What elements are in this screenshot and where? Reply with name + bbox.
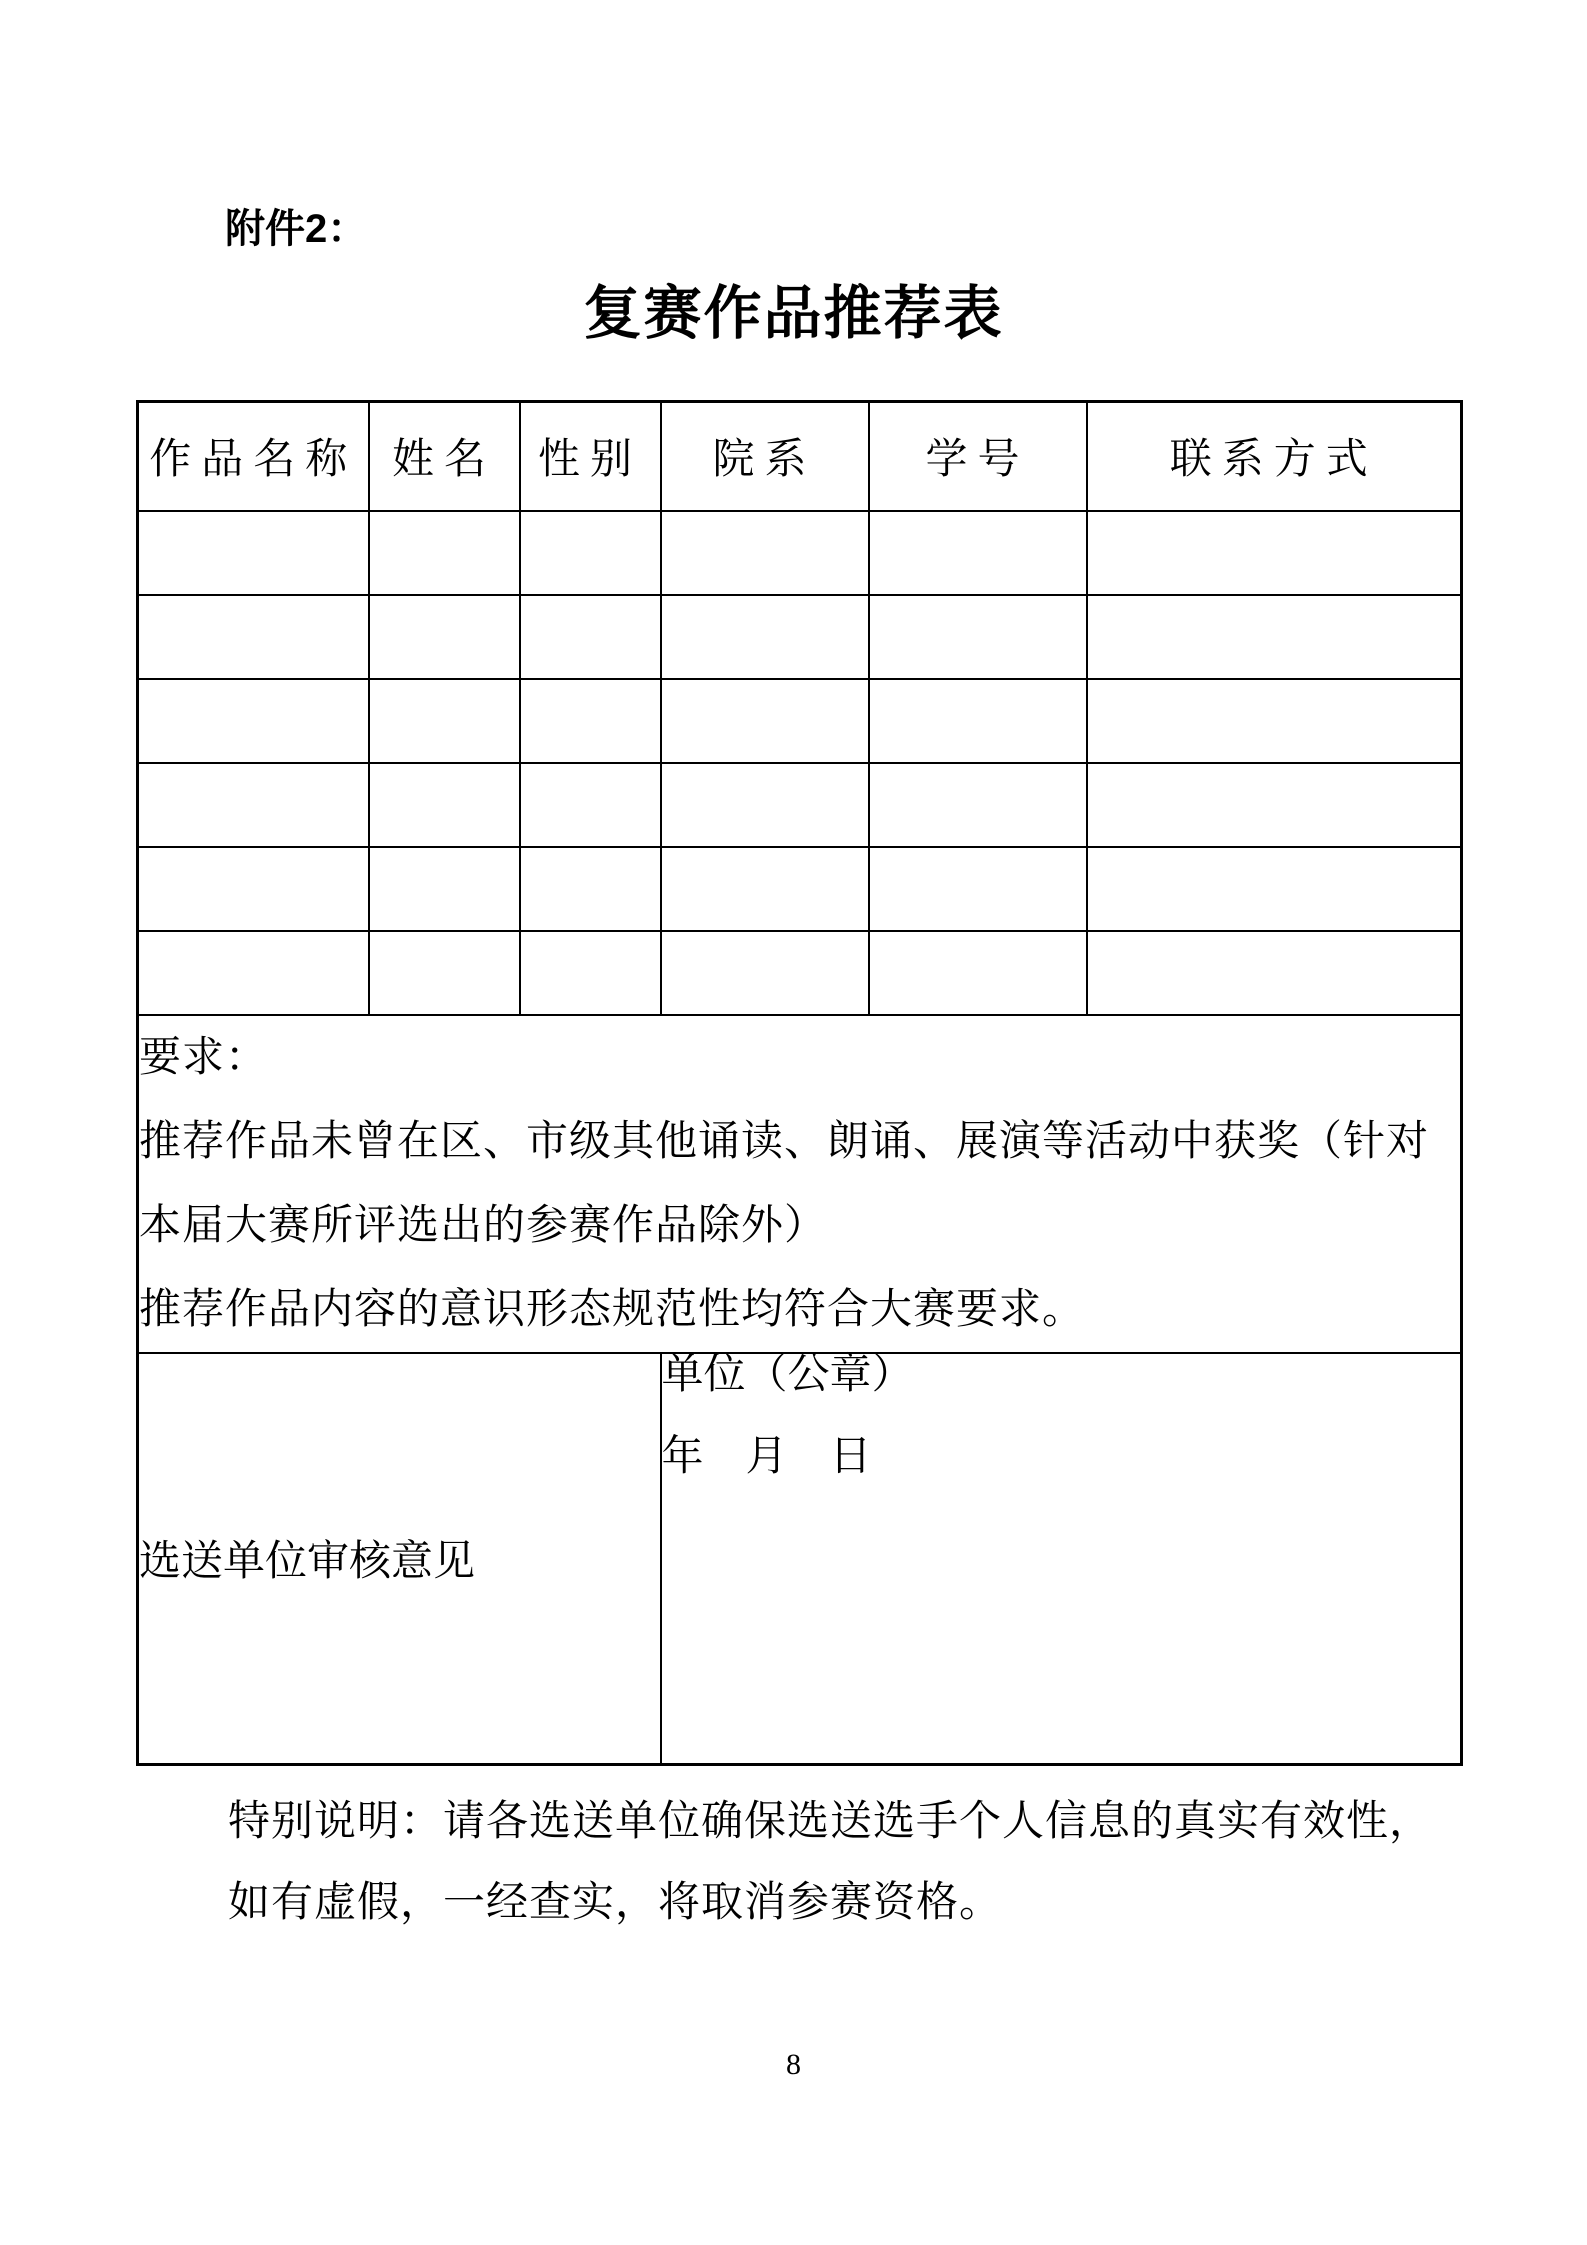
empty-cell: [138, 763, 369, 847]
empty-cell: [1087, 679, 1462, 763]
empty-cell: [138, 511, 369, 595]
empty-cell: [869, 931, 1087, 1015]
review-label-cell: [138, 1353, 661, 1765]
requirement-line: 推荐作品内容的意识形态规范性均符合大赛要求。: [139, 1286, 1086, 1333]
header-cell-student-id: 学号: [869, 402, 1087, 511]
empty-cell: [1087, 511, 1462, 595]
note-line: 如有虚假，一经查实，将取消参赛资格。: [228, 1880, 1003, 1926]
empty-cell: [1087, 763, 1462, 847]
empty-cell: [520, 511, 661, 595]
empty-cell: [520, 595, 661, 679]
empty-cell: [369, 763, 520, 847]
requirement-line: 本届大赛所评选出的参赛作品除外）: [139, 1202, 828, 1249]
empty-cell: [520, 847, 661, 931]
table-row: [138, 595, 1462, 679]
empty-cell: [1087, 931, 1462, 1015]
unit-seal-line: 单位（公章）: [661, 1351, 914, 1398]
header-cell-contact: 联系方式: [1087, 402, 1462, 511]
empty-cell: [369, 679, 520, 763]
requirements-heading: 要求：: [139, 1034, 269, 1081]
review-row: [138, 1353, 1462, 1765]
header-cell-name: 姓名: [369, 402, 520, 511]
empty-cell: [869, 511, 1087, 595]
table-row: [138, 763, 1462, 847]
empty-cell: [138, 931, 369, 1015]
page-number: 8: [786, 2048, 801, 2081]
empty-cell: [661, 679, 869, 763]
requirements-row: [138, 1015, 1462, 1353]
empty-cell: [369, 847, 520, 931]
recommendation-table: [136, 400, 1463, 1766]
empty-cell: [138, 595, 369, 679]
requirements-section: [138, 1015, 1462, 1353]
table-row: [138, 847, 1462, 931]
page-title: 复赛作品推荐表: [583, 281, 1004, 346]
empty-cell: [661, 847, 869, 931]
empty-cell: [661, 763, 869, 847]
header-cell-work-title: 作品名称: [138, 402, 369, 511]
empty-cell: [520, 679, 661, 763]
table-header-row: [138, 402, 1462, 511]
empty-cell: [369, 931, 520, 1015]
special-note: [228, 1782, 1468, 1944]
empty-cell: [661, 511, 869, 595]
empty-cell: [661, 595, 869, 679]
table-row: [138, 931, 1462, 1015]
empty-cell: [138, 847, 369, 931]
empty-cell: [520, 763, 661, 847]
empty-cell: [869, 595, 1087, 679]
header-cell-gender: 性别: [520, 402, 661, 511]
review-signature-cell: [661, 1353, 1462, 1765]
header-cell-department: 院系: [661, 402, 869, 511]
table-row: [138, 511, 1462, 595]
empty-cell: [369, 595, 520, 679]
note-line: 特别说明：请各选送单位确保选送选手个人信息的真实有效性，: [228, 1799, 1433, 1845]
requirement-line: 推荐作品未曾在区、市级其他诵读、朗诵、展演等活动中获奖（针对: [139, 1118, 1430, 1165]
date-line: 年 月 日: [661, 1433, 872, 1480]
empty-cell: [1087, 847, 1462, 931]
empty-cell: [138, 679, 369, 763]
table-row: [138, 679, 1462, 763]
empty-cell: [661, 931, 869, 1015]
empty-cell: [369, 511, 520, 595]
empty-cell: [520, 931, 661, 1015]
attachment-label: 附件2：: [225, 207, 368, 251]
empty-cell: [869, 763, 1087, 847]
empty-cell: [869, 847, 1087, 931]
empty-cell: [869, 679, 1087, 763]
review-label: 选送单位审核意见: [139, 1539, 476, 1586]
empty-cell: [1087, 595, 1462, 679]
